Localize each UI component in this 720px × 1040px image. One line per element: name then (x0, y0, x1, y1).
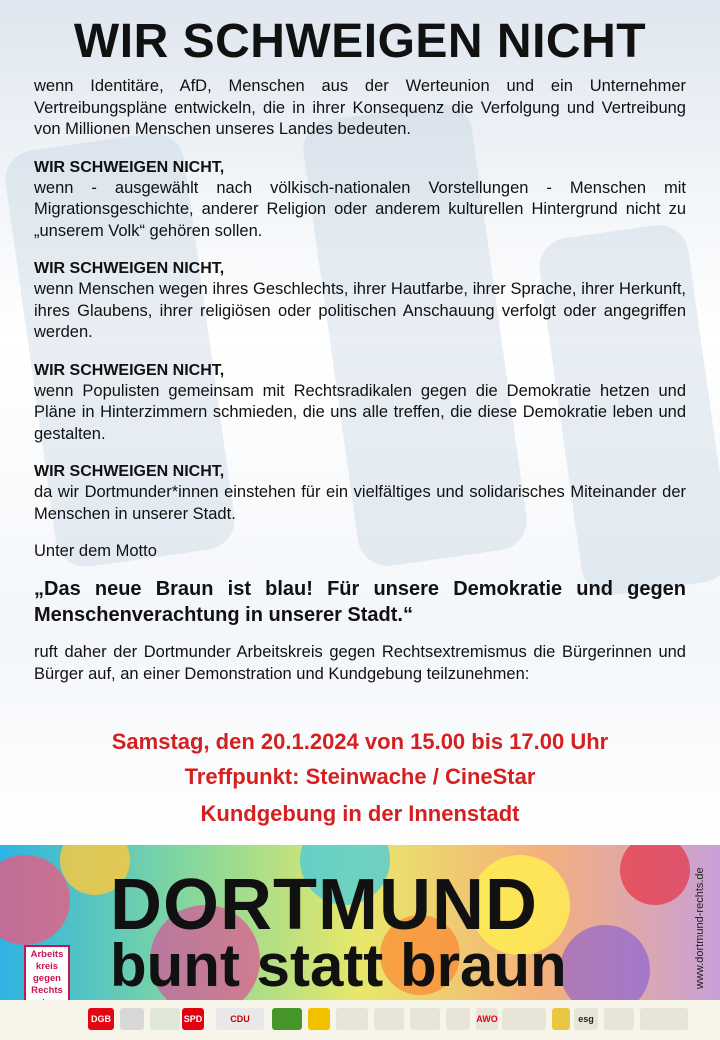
org-logo (552, 1008, 570, 1030)
logo-line: Arbeits (30, 949, 64, 960)
org-logo (410, 1008, 440, 1030)
banner (0, 845, 720, 1000)
spd-logo: SPD (182, 1008, 204, 1030)
body-text (34, 76, 686, 685)
banner-title: DORTMUND (110, 865, 538, 945)
esg-logo: esg (574, 1008, 598, 1030)
logo-line: gegen (33, 973, 61, 984)
section-heading: WIR SCHWEIGEN NICHT, (34, 361, 225, 379)
section-1 (34, 157, 686, 243)
church-logo (120, 1008, 144, 1030)
section-3 (34, 360, 686, 446)
motto-label: Unter dem Motto (34, 542, 157, 560)
org-logo (336, 1008, 368, 1030)
logo-line: kreis (35, 961, 59, 972)
section-4 (34, 461, 686, 525)
call-to-action: ruft daher der Dortmunder Arbeitskreis gegen Rechtsextremismus die Bürgerinnen und Bürger auf, an einer Demonstration und Kundgebung teilzunehmen: (34, 643, 686, 683)
paritaet-logo (502, 1008, 546, 1030)
section-heading: WIR SCHWEIGEN NICHT, (34, 158, 225, 176)
banner-subtitle: bunt statt braun (110, 932, 567, 999)
section-heading: WIR SCHWEIGEN NICHT, (34, 260, 225, 277)
event-meeting-point: Treffpunkt: Steinwache / CineStar (184, 764, 536, 789)
section-heading: WIR SCHWEIGEN NICHT, (34, 463, 225, 480)
section-2 (34, 258, 686, 344)
sun-logo (308, 1008, 330, 1030)
sponsor-logo-strip (0, 1000, 720, 1040)
section-text: wenn - ausgewählt nach völkisch-nationalen Vorstellungen - Menschen mit Migrationsgeschichte, anderer Religion oder anderem kulturellen Hintergrund nicht zu „unserem Volk“ gehören sollen. (34, 178, 686, 240)
section-text: wenn Menschen wegen ihres Geschlechts, ihrer Hautfarbe, ihrer Sprache, ihrer Herkunft, ihres Glaubens, ihrer religiösen oder politischen Anschauung verfolgt oder angegriffen werden. (34, 280, 686, 341)
event-rally: Kundgebung in der Innenstadt (200, 801, 520, 826)
dgb-logo: DGB (88, 1008, 114, 1030)
section-text: wenn Populisten gemeinsam mit Rechtsradikalen gegen die Demokratie hetzen und Pläne in Hinterzimmern schmieden, die uns alle treffen, die diese Demokratie leben und gestalten. (34, 381, 686, 443)
school-logo (640, 1008, 688, 1030)
org-logo (604, 1008, 634, 1030)
youth-logo (446, 1008, 470, 1030)
section-text: da wir Dortmunder*innen einstehen für ein vielfältiges und solidarisches Miteinander der Menschen in unserer Stadt. (34, 483, 686, 523)
awo-logo: AWO (476, 1008, 498, 1030)
event-date-time: Samstag, den 20.1.2024 von 15.00 bis 17.00 Uhr (111, 729, 609, 754)
logo-line: Rechts (31, 985, 63, 996)
slogan: „Das neue Braun ist blau! Für unsere Demokratie und gegen Menschenverachtung in unserer Stadt.“ (34, 578, 686, 626)
cdu-logo: CDU (216, 1008, 264, 1030)
page-title: WIR SCHWEIGEN NICHT (73, 15, 647, 68)
rainbow-logo (374, 1008, 404, 1030)
greens-logo (272, 1008, 302, 1030)
org-logo (150, 1008, 180, 1030)
intro-paragraph: wenn Identitäre, AfD, Menschen aus der Werteunion und ein Unternehmer Vertreibungspläne entwickeln, die in ihrer Konsequenz die Verfolgung und Vertreibung von Millionen Menschen unseres Landes bedeuten. (34, 77, 686, 138)
website-url: www.dortmund-rechts.de (694, 867, 706, 989)
